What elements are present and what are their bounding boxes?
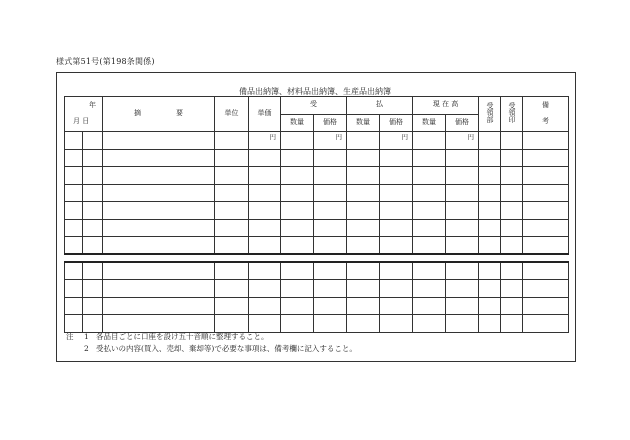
entry-cell[interactable] (501, 202, 523, 220)
entry-cell[interactable] (380, 167, 413, 185)
entry-cell[interactable] (347, 262, 380, 280)
ledger-row (65, 149, 569, 167)
balance-quantity-header: 数量 (413, 114, 446, 132)
entry-cell[interactable] (479, 219, 501, 237)
entry-cell[interactable] (65, 202, 83, 220)
receiver-seal-label: 受領印 (508, 102, 517, 124)
form-reference: 様式第51号(第198条関係) (56, 57, 155, 66)
payment-price-yen: 円 (380, 132, 413, 150)
entry-cell[interactable] (479, 132, 501, 150)
entry-cell[interactable] (479, 202, 501, 220)
receipt-quantity-header: 数量 (281, 114, 314, 132)
unit-price-yen: 円 (249, 132, 281, 150)
entry-cell[interactable] (65, 132, 83, 150)
entry-cell[interactable] (215, 132, 249, 150)
entry-cell[interactable] (380, 202, 413, 220)
entry-cell[interactable] (249, 202, 281, 220)
entry-cell[interactable] (103, 280, 215, 298)
entry-cell[interactable] (65, 262, 83, 280)
entry-cell[interactable] (413, 184, 446, 202)
entry-cell[interactable] (446, 149, 479, 167)
entry-cell[interactable] (446, 184, 479, 202)
notes (66, 331, 357, 355)
entry-cell[interactable] (281, 219, 314, 237)
entry-cell[interactable] (446, 167, 479, 185)
entry-cell[interactable] (314, 202, 347, 220)
entry-cell[interactable] (65, 167, 83, 185)
entry-cell[interactable] (413, 167, 446, 185)
note-number: 2 (84, 344, 89, 353)
ledger-row (65, 297, 569, 315)
entry-cell[interactable] (215, 280, 249, 298)
ledger-row (65, 262, 569, 280)
year-label: 年 (89, 101, 96, 109)
entry-cell[interactable] (314, 315, 347, 333)
entry-cell[interactable] (83, 167, 103, 185)
entry-cell[interactable] (215, 262, 249, 280)
entry-cell[interactable] (479, 280, 501, 298)
form-title: 備品出納簿、材料品出納簿、生産品出納簿 (239, 87, 391, 96)
entry-cell[interactable] (347, 167, 380, 185)
entry-cell[interactable] (83, 184, 103, 202)
entry-cell[interactable] (65, 237, 83, 255)
entry-cell[interactable] (479, 149, 501, 167)
payment-quantity-header: 数量 (347, 114, 380, 132)
entry-cell[interactable] (347, 297, 380, 315)
entry-cell[interactable] (413, 149, 446, 167)
entry-cell[interactable] (523, 237, 569, 255)
entry-cell[interactable] (314, 237, 347, 255)
entry-cell[interactable] (281, 202, 314, 220)
month-day-label: 月 日 (73, 117, 90, 126)
entry-cell[interactable] (65, 315, 83, 333)
entry-cell[interactable] (249, 184, 281, 202)
receipt-price-yen: 円 (314, 132, 347, 150)
entry-cell[interactable] (380, 262, 413, 280)
note-text: 受払いの内容(買入、売却、棄却等)で必要な事項は、備考欄に記入すること。 (96, 344, 357, 353)
entry-cell[interactable] (65, 149, 83, 167)
entry-cell[interactable] (103, 262, 215, 280)
entry-cell[interactable] (83, 149, 103, 167)
receipt-header: 受 (281, 97, 347, 115)
ledger-row (65, 219, 569, 237)
note-text: 各品目ごとに口座を設け五十音順に整理すること。 (96, 332, 269, 341)
entry-cell[interactable] (446, 202, 479, 220)
entry-cell[interactable] (380, 315, 413, 333)
payment-price-header: 価格 (380, 114, 413, 132)
entry-cell[interactable] (413, 297, 446, 315)
entry-cell[interactable] (523, 315, 569, 333)
entry-cell[interactable] (413, 202, 446, 220)
entry-cell[interactable] (249, 262, 281, 280)
entry-cell[interactable] (446, 219, 479, 237)
receiver-dept-label: 受領部 (486, 102, 495, 124)
yen-row (65, 132, 569, 150)
entry-cell[interactable] (314, 184, 347, 202)
entry-cell[interactable] (501, 184, 523, 202)
ledger-row (65, 315, 569, 333)
ledger-row (65, 184, 569, 202)
entry-cell[interactable] (215, 149, 249, 167)
entry-cell[interactable] (215, 315, 249, 333)
entry-cell[interactable] (413, 237, 446, 255)
entry-cell[interactable] (215, 167, 249, 185)
receiver-seal-header (501, 97, 523, 132)
note-line-1 (66, 331, 357, 343)
entry-cell[interactable] (281, 149, 314, 167)
ledger-table-top (64, 96, 569, 255)
entry-cell[interactable] (103, 237, 215, 255)
entry-cell[interactable] (501, 132, 523, 150)
entry-cell[interactable] (501, 237, 523, 255)
entry-cell[interactable] (83, 202, 103, 220)
entry-cell[interactable] (501, 297, 523, 315)
entry-cell[interactable] (65, 184, 83, 202)
entry-cell[interactable] (314, 297, 347, 315)
entry-cell[interactable] (103, 219, 215, 237)
entry-cell[interactable] (523, 149, 569, 167)
entry-cell[interactable] (281, 184, 314, 202)
entry-cell[interactable] (479, 297, 501, 315)
entry-cell[interactable] (249, 219, 281, 237)
entry-cell[interactable] (83, 297, 103, 315)
entry-cell[interactable] (501, 280, 523, 298)
entry-cell[interactable] (380, 219, 413, 237)
ledger-row (65, 202, 569, 220)
entry-cell[interactable] (249, 149, 281, 167)
note-number: 1 (84, 332, 89, 341)
entry-cell[interactable] (103, 167, 215, 185)
entry-cell[interactable] (314, 167, 347, 185)
entry-cell[interactable] (281, 132, 314, 150)
entry-cell[interactable] (103, 132, 215, 150)
entry-cell[interactable] (413, 132, 446, 150)
note-line-2 (66, 343, 357, 355)
entry-cell[interactable] (501, 149, 523, 167)
entry-cell[interactable] (501, 315, 523, 333)
unit-header: 単位 (215, 97, 249, 132)
date-header (65, 97, 103, 132)
remarks-label-top: 備 (542, 101, 550, 110)
entry-cell[interactable] (413, 280, 446, 298)
entry-cell[interactable] (380, 237, 413, 255)
entry-cell[interactable] (479, 262, 501, 280)
entry-cell[interactable] (347, 202, 380, 220)
entry-cell[interactable] (523, 202, 569, 220)
receiver-dept-header (479, 97, 501, 132)
balance-price-yen: 円 (446, 132, 479, 150)
entry-cell[interactable] (249, 280, 281, 298)
entry-cell[interactable] (65, 280, 83, 298)
entry-cell[interactable] (281, 167, 314, 185)
entry-cell[interactable] (347, 315, 380, 333)
entry-cell[interactable] (281, 315, 314, 333)
entry-cell[interactable] (446, 315, 479, 333)
entry-cell[interactable] (413, 315, 446, 333)
entry-cell[interactable] (446, 297, 479, 315)
entry-cell[interactable] (479, 167, 501, 185)
entry-cell[interactable] (347, 237, 380, 255)
entry-cell[interactable] (83, 237, 103, 255)
entry-cell[interactable] (501, 262, 523, 280)
balance-price-header: 価格 (446, 114, 479, 132)
receipt-price-header: 価格 (314, 114, 347, 132)
ledger-row (65, 237, 569, 255)
entry-cell[interactable] (523, 280, 569, 298)
entry-cell[interactable] (413, 262, 446, 280)
summary-header: 摘 要 (103, 97, 215, 132)
entry-cell[interactable] (83, 219, 103, 237)
entry-cell[interactable] (249, 315, 281, 333)
entry-cell[interactable] (523, 167, 569, 185)
entry-cell[interactable] (380, 184, 413, 202)
entry-cell[interactable] (65, 219, 83, 237)
entry-cell[interactable] (215, 237, 249, 255)
entry-cell[interactable] (83, 315, 103, 333)
entry-cell[interactable] (523, 184, 569, 202)
entry-cell[interactable] (380, 280, 413, 298)
entry-cell[interactable] (103, 315, 215, 333)
entry-cell[interactable] (523, 132, 569, 150)
entry-cell[interactable] (413, 219, 446, 237)
entry-cell[interactable] (479, 237, 501, 255)
remarks-label-bottom: 考 (542, 117, 550, 125)
entry-cell[interactable] (103, 149, 215, 167)
entry-cell[interactable] (347, 149, 380, 167)
entry-cell[interactable] (249, 167, 281, 185)
entry-cell[interactable] (314, 280, 347, 298)
unit-price-header: 単価 (249, 97, 281, 132)
entry-cell[interactable] (83, 280, 103, 298)
remarks-header (523, 97, 569, 132)
entry-cell[interactable] (215, 202, 249, 220)
ledger-row (65, 280, 569, 298)
ledger-row (65, 167, 569, 185)
entry-cell[interactable] (103, 297, 215, 315)
entry-cell[interactable] (314, 149, 347, 167)
balance-header: 現 在 高 (413, 97, 479, 115)
entry-cell[interactable] (347, 132, 380, 150)
entry-cell[interactable] (249, 297, 281, 315)
payment-header: 払 (347, 97, 413, 115)
entry-cell[interactable] (281, 280, 314, 298)
entry-cell[interactable] (380, 149, 413, 167)
entry-cell[interactable] (347, 219, 380, 237)
entry-cell[interactable] (446, 280, 479, 298)
entry-cell[interactable] (65, 297, 83, 315)
entry-cell[interactable] (83, 132, 103, 150)
entry-cell[interactable] (103, 202, 215, 220)
header-row-1 (65, 97, 569, 115)
entry-cell[interactable] (215, 219, 249, 237)
entry-cell[interactable] (446, 237, 479, 255)
entry-cell[interactable] (479, 315, 501, 333)
ledger-table-bottom (64, 261, 569, 333)
entry-cell[interactable] (215, 297, 249, 315)
entry-cell[interactable] (249, 237, 281, 255)
entry-cell[interactable] (380, 297, 413, 315)
entry-cell[interactable] (523, 297, 569, 315)
entry-cell[interactable] (314, 219, 347, 237)
entry-cell[interactable] (479, 184, 501, 202)
entry-cell[interactable] (347, 184, 380, 202)
entry-cell[interactable] (215, 184, 249, 202)
entry-cell[interactable] (446, 262, 479, 280)
entry-cell[interactable] (501, 219, 523, 237)
entry-cell[interactable] (281, 262, 314, 280)
entry-cell[interactable] (314, 262, 347, 280)
entry-cell[interactable] (523, 219, 569, 237)
entry-cell[interactable] (103, 184, 215, 202)
entry-cell[interactable] (281, 297, 314, 315)
notes-label: 注 (66, 332, 74, 341)
entry-cell[interactable] (281, 237, 314, 255)
entry-cell[interactable] (347, 280, 380, 298)
entry-cell[interactable] (83, 262, 103, 280)
entry-cell[interactable] (501, 167, 523, 185)
entry-cell[interactable] (523, 262, 569, 280)
